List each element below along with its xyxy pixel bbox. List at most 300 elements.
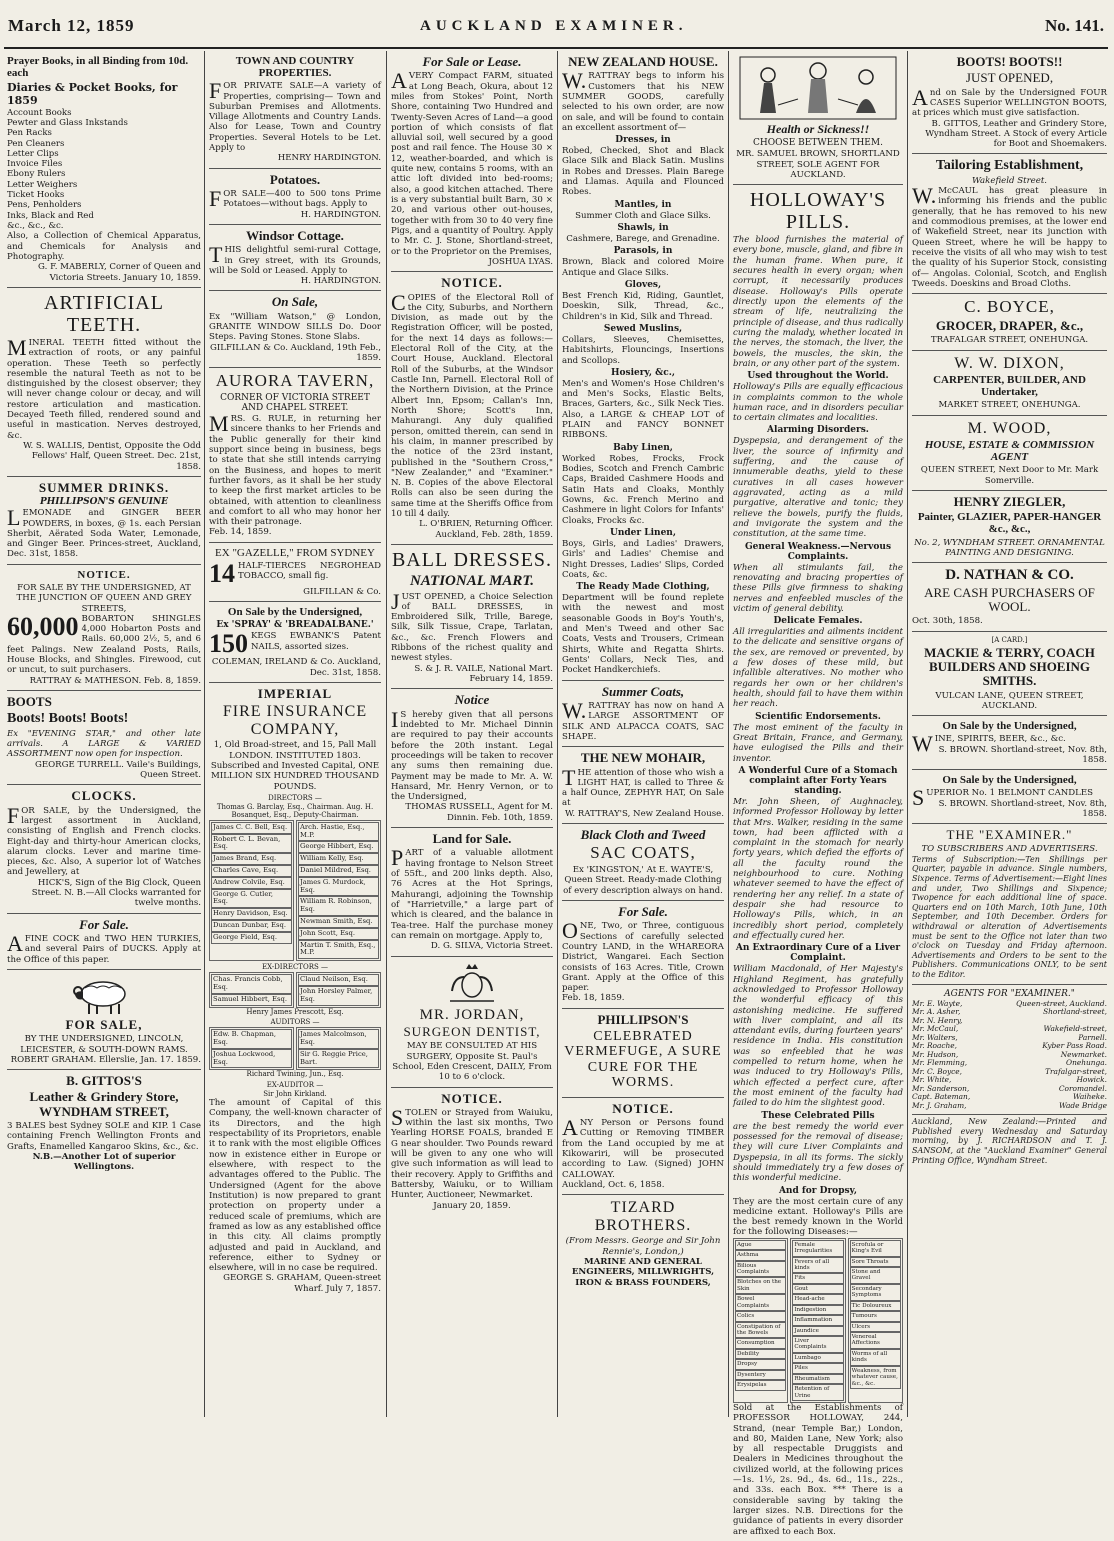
ad-subheading: TO SUBSCRIBERS AND ADVERTISERS. xyxy=(921,844,1098,855)
section-label: Shawls, in xyxy=(617,223,669,234)
agent-location: Kyber Pass Road. xyxy=(1042,1041,1107,1051)
ad-body: MARINE AND GENERAL ENGINEERS, MILLWRIGHTS, IRON & BRASS FOUNDERS, xyxy=(571,1256,715,1288)
list-item: Pewter and Glass Inkstands xyxy=(7,117,128,128)
directors-list xyxy=(209,820,381,962)
section-label: Gloves, xyxy=(624,279,662,290)
ad-heading: On Sale by the Undersigned, xyxy=(942,774,1077,787)
disease: Dropsy xyxy=(735,1359,786,1369)
section-label: Dresses, in xyxy=(615,135,671,146)
ad-electoral-notice xyxy=(391,272,553,545)
section-body: Brown, Black and colored Moire Antique and Glace Silks. xyxy=(562,257,724,278)
issue-date: March 12, 1859 xyxy=(8,16,135,35)
list-item: Diaries & Pocket Books, for 1859 xyxy=(7,81,178,108)
ad-body: VULCAN LANE, QUEEN STREET, AUCKLAND. xyxy=(935,690,1084,711)
disease: Head-ache xyxy=(792,1294,843,1304)
ad-shingles-notice xyxy=(7,565,201,691)
disease: Liver Complaints xyxy=(792,1336,843,1353)
ad-signature: Feb. 18, 1859. xyxy=(562,993,625,1004)
ad-heading: NEW ZEALAND HOUSE. xyxy=(568,54,718,69)
director: James Brand, Esq. xyxy=(211,853,292,865)
ad-heading: SUMMER DRINKS. xyxy=(38,479,170,495)
auditor: Edw. B. Chapman, Esq. xyxy=(211,1029,292,1049)
disease: Worms of all kinds xyxy=(850,1349,901,1366)
issue-number: No. 141. xyxy=(1044,16,1104,35)
printer-imprint: Auckland, New Zealand:—Printed and Published every Wednesday and Saturday morning, by J. RICHARDSON and T. J. SANSOM, at the "Auckland Examiner" General Printing Office, Wyndham Street. xyxy=(912,1117,1107,1165)
ad-body: IS hereby given that all persons indebted to Mr. Michael Dinnin are required to pay their accounts before the 20th instant. Legal proceedings will be taken to recover any sums then remaining due. Payment may be made to Mr. A. W. Hansard, Mr. Henry Vernon, or to the Undersigned, xyxy=(391,706,553,803)
ad-imperial-fire-insurance xyxy=(209,683,381,1298)
disease: Rheumatism xyxy=(792,1374,843,1384)
section-label: Scientific Endorsements. xyxy=(755,711,881,722)
director: Duncan Dunbar, Esq. xyxy=(211,920,292,932)
ad-heading: Black Cloth and Tweed xyxy=(580,827,706,843)
ad-subheading: Ex 'SPRAY' & 'BREADALBANE.' xyxy=(216,620,374,631)
ad-subheading: Painter, GLAZIER, PAPER-HANGER &c., &c., xyxy=(917,511,1102,536)
ad-heading: TOWN AND COUNTRY PROPERTIES. xyxy=(235,55,355,80)
director: Robert C. L. Bevan, Esq. xyxy=(211,834,292,854)
ad-body: And on Sale by the Undersigned FOUR CASES Superior WELLINGTON BOOTS, at prices which must give satisfaction. xyxy=(912,84,1107,119)
ad-body: COPIES of the Electoral Roll of the City, Suburbs, and Northern Division, as made out by the Registration Officer, will be posted, for the next 14 days as follows:— Electoral Roll of the City, at the Court House, Auckland. Electoral Roll of the Suburbs, at the Windsor Castle Inn, Parnell. Electoral Roll of the Northern Division, at the Prince Albert Inn, Epsom; Callan's Inn, North Shore; Scott's Inn, Mahurangi. Any duly qualified person, omitted therein, can send in his claim, in manner prescribed by the notice of the 23rd instant, published in the "Southern Cross," "New Zealander," and "Examiner." N. B. Copies of the above Electoral Rolls can also be seen during the same time at the Sheriffs Office from 10 till 4 daily. xyxy=(391,289,553,520)
ad-signature: L. O'BRIEN, Returning Officer. Auckland, Feb. 28th, 1859. xyxy=(419,519,553,540)
agent-name: Mr. J. Graham, xyxy=(912,1100,967,1110)
director: Martin T. Smith, Esq., M.P. xyxy=(298,940,379,960)
list-item: Pens, Penholders xyxy=(7,200,82,211)
ad-body: STOLEN or Strayed from Waiuku, within the last six months, Two Yearling HORSE FOALS, branded E G near shoulder. Two Pounds reward will be given to any one who will give such information as will lead to their recovery. Apply to Griffiths and Battersby, Waiuku, or to William Hunter, Auctioneer, Newmarket. xyxy=(391,1104,553,1201)
director: George Field, Esq. xyxy=(211,932,292,944)
ad-heading: NOTICE. xyxy=(612,1100,674,1116)
section-label: AUDITORS — xyxy=(270,1018,320,1027)
ad-subheading: Wakefield Street. xyxy=(971,175,1048,186)
ad-heading: NOTICE. xyxy=(441,275,503,291)
ad-m-wood xyxy=(912,416,1107,491)
ad-body: W.RATTRAY begs to inform his Customers that his NEW SUMMER GOODS, carefully selected to his own order, are now on sale, and will be found to contain an excellent assortment of— xyxy=(562,68,724,133)
ad-subheading: CHOOSE BETWEEN THEM. xyxy=(753,138,883,149)
ad-wine-spirits xyxy=(912,716,1107,770)
ad-body: No. 2, WYNDHAM STREET. ORNAMENTAL PAINTING AND DESIGNING. xyxy=(914,537,1105,558)
disease: Ague xyxy=(735,1240,786,1250)
ad-body: FOR SALE BY THE UNDERSIGNED, AT THE JUNCTION OF QUEEN AND GREY STREETS, xyxy=(16,582,192,614)
ad-subheading: Boots! Boots! Boots! xyxy=(7,711,129,727)
disease: Blotches on the Skin xyxy=(735,1277,786,1294)
agent-location: Trafalgar-street, xyxy=(1045,1066,1107,1076)
ad-heading: Summer Coats, xyxy=(601,683,685,699)
ad-signature: HICK'S, Sign of the Big Clock, Queen Street. N. B.—All Clocks warranted for twelve months. xyxy=(31,877,201,909)
ad-mohair-hat xyxy=(562,747,724,824)
ad-new-zealand-house xyxy=(562,51,724,681)
director: Daniel Mildred, Esq. xyxy=(298,865,379,877)
disease: Gout xyxy=(792,1284,843,1294)
ad-body: LEMONADE and GINGER BEER POWDERS, in boxes, @ 1s. each Persian Sherbit, Aërated Soda Water, Lemonade, and Ginger Beer. Princes-street, Auckland, Dec. 31st, 1858. xyxy=(7,505,201,560)
section-label: DIRECTORS — xyxy=(268,793,322,802)
ad-heading: ARTIFICIAL TEETH. xyxy=(44,291,164,336)
section-label: The Ready Made Clothing, xyxy=(576,582,710,593)
section-label: EX-AUDITOR — xyxy=(266,1080,324,1089)
auditor: James Malcolmson, Esq. xyxy=(298,1029,379,1049)
ad-body: HALF-TIERCES NEGROHEAD TOBACCO, small fig. xyxy=(238,560,381,582)
ad-heading: On Sale by the Undersigned, xyxy=(942,720,1077,733)
ad-body: MR. SAMUEL BROWN, SHORTLAND STREET, SOLE AGENT FOR AUCKLAND. xyxy=(736,149,900,180)
disease: Bowel Complaints xyxy=(735,1294,786,1311)
ad-body: MARKET STREET, ONEHUNGA. xyxy=(938,400,1081,411)
ad-town-country-properties xyxy=(209,51,381,169)
ad-signature: JOSHUA LYAS. xyxy=(488,256,553,267)
ad-signature: S. BROWN. Shortland-street, Nov. 8th, 1858. xyxy=(938,744,1107,765)
ad-subheading: CARPENTER, BUILDER, AND Undertaker, xyxy=(933,374,1086,399)
ad-subheading: ARE CASH PURCHASERS OF WOOL. xyxy=(924,584,1095,614)
column-2 xyxy=(206,51,384,1417)
disease: Inflammation xyxy=(792,1315,843,1325)
ad-heading: M. WOOD, xyxy=(967,419,1052,437)
ad-stolen-foals xyxy=(391,1088,553,1215)
ad-body: Also, a Collection of Chemical Apparatus, and Chemicals for Analysis and Photography. xyxy=(7,231,201,262)
agent-name: Mr. E. Wayte, xyxy=(912,998,963,1008)
ad-heading: For Sale or Lease. xyxy=(422,54,522,69)
ad-signature: RATTRAY & MATHESON. Feb. 8, 1859. xyxy=(29,675,201,686)
ad-signature: H. HARDINGTON. xyxy=(300,209,381,220)
ex-director: Claud Neilson, Esq. xyxy=(298,974,379,986)
ad-subheading: PHILLIPSON'S GENUINE xyxy=(40,497,168,508)
ad-body: BY THE UNDERSIGNED, LINCOLN, LEICESTER, & SOUTH-DOWN RAMS. xyxy=(20,1034,188,1055)
ad-body: PART of a valuable allotment having frontage to Nelson Street of 55ft., and 200 links depth. Also, 76 Acres at the Hot Springs, Mahurangi, adjoining the Township of "Harrietville," a large part of which is cleared, and the balance in Tea-tree. Half the purchase money can remain on mortgage. Apply to, xyxy=(391,845,553,941)
ad-body: W.McCAUL has great pleasure in informing his friends and the public generally, that he has removed to his new and commodious premises, at the lower end of Wakefield Street, near its junction with Queen Street, where he will be happy to receive the visits of all who may wish to test the quality of his Superior Stock, consisting of— Angolas. Colonial, Scotch, and English Tweeds. Doeskins and Broad Cloths. xyxy=(912,183,1107,289)
ad-heading: NOTICE. xyxy=(77,568,131,581)
ad-timber-notice xyxy=(562,1098,724,1195)
ad-body: BOBARTON SHINGLES 4,000 Hobarton Posts and Rails. 60,000 2½, 5, and 6 feet Palings. New Zealand Posts, Rails, House Blocks, and Shingles. Firewood, cut or uncut, to suit purchasers. xyxy=(7,613,201,676)
list-item: Ticket Hooks xyxy=(7,190,65,201)
ad-body: QUEEN STREET, Next Door to Mr. Mark Somerville. xyxy=(920,465,1099,486)
ad-holloways-pills xyxy=(733,185,903,1541)
ad-body: WINE, SPIRITS, BEER, &c., &c. xyxy=(912,731,1066,757)
ex-director: Samuel Hibbert, Esq. xyxy=(211,994,292,1006)
ad-d-nathan xyxy=(912,563,1107,631)
list-item: Invoice Files xyxy=(7,159,63,170)
ad-heading: On Sale by the Undersigned, xyxy=(227,606,363,619)
disease: Scrofula or King's Evil xyxy=(850,1240,901,1257)
section-body: The most eminent of the faculty in Great Britain, France, and Germany, have eulogised the Pills and their inventor. xyxy=(733,722,903,764)
agent-name: Mr. N. Henry, xyxy=(912,1015,963,1025)
section-body: Robed, Checked, Shot and Black Glace Silk and Black Satin. Muslins in Robes and Dresses. Plain Barege and Llamas. Aquila and Flounced Robes. xyxy=(562,146,724,198)
column-4 xyxy=(559,51,727,1417)
ad-heading: AGENTS FOR "EXAMINER." xyxy=(944,988,1075,999)
agent-name: Mr. Sanderson, xyxy=(912,1083,970,1093)
section-label: Hosiery, &c., xyxy=(611,367,675,378)
ad-body: AVERY Compact FARM, situated at Long Beach, Okura, about 12 miles from Stokes' Point, North Shore, containing Two Hundred and Twenty-Seven Acres of Land—a good portion of which consists of flat alluvial soil, well secured by a good post and rail fence. The House 30 × 12, weather-boarded, and which is quite new, contains 5 rooms, with an attic loft divided into bed-rooms; also, a good kitchen attached. There is a very substantial built Barn, 30 × 20, and various other out-houses, together with from 30 to 40 very fine Pigs, and a quantity of Poultry. Apply to Mr. C. J. Stone, Shortland-street, or to the Proprietor on the Premises, xyxy=(391,68,553,257)
disease: Stone and Gravel xyxy=(850,1267,901,1284)
ad-body: 3 BALES best Sydney SOLE and KIP. 1 Case containing French Wellington Fronts and Grafts, Enamelled Kangaroo Skins, &c., &c. xyxy=(7,1121,201,1152)
ad-subheading: SURGEON DENTIST, xyxy=(403,1024,541,1039)
ad-body: Ex "William Watson," @ London, GRANITE WINDOW SILLS Do. Door Steps. Paving Stones. Stone Slabs. xyxy=(209,311,381,343)
ad-heading: Land for Sale. xyxy=(432,831,512,847)
ad-heading: Prayer Books, in all Binding from 10d. each xyxy=(7,55,189,80)
section-label: Mantles, in xyxy=(614,199,672,210)
disease: Sore Throats xyxy=(850,1257,901,1267)
ad-nails xyxy=(209,602,381,683)
ad-signature: ROBERT GRAHAM. Ellerslie, Jan. 17. 1859. xyxy=(10,1054,201,1065)
ad-heading: [A CARD.] xyxy=(991,635,1028,644)
ad-heading: Windsor Cottage. xyxy=(246,227,344,243)
ad-body: FOR SALE, by the Undersigned, the largest assortment in Auckland, consisting of English and French clocks. Eight-day and thirty-hour American clocks, alarum clocks. Lever and marine time-pieces, &c. Also, A superior lot of Watches and Jewellery, at xyxy=(7,802,201,878)
column-5 xyxy=(730,51,906,1537)
section-body: They are the most certain cure of any medicine extant. Holloway's Pills are the best remedy known in the World for the following Diseases:— xyxy=(733,1196,903,1238)
agent-name: Mr. A. Asher, xyxy=(912,1007,961,1017)
disease: Indigestion xyxy=(792,1305,843,1315)
disease: Ulcers xyxy=(850,1322,901,1332)
list-item: Ebony Rulers xyxy=(7,169,66,180)
disease: Female Irregularities xyxy=(792,1240,843,1257)
ad-rams xyxy=(7,970,201,1070)
ad-signature: G. F. MABERLY, Corner of Queen and Victoria Streets. January 10, 1859. xyxy=(38,262,201,283)
ad-potatoes xyxy=(209,169,381,225)
list-item: Pen Cleaners xyxy=(7,138,65,149)
ad-mackie-terry xyxy=(912,632,1107,717)
ad-artificial-teeth xyxy=(7,288,201,477)
ad-aurora-tavern xyxy=(209,368,381,542)
ad-heading: NOTICE. xyxy=(441,1090,503,1106)
ad-body: The amount of Capital of this Company, the well-known character of its Directors, and the high respectability of its Proprietors, enable it to rank with the most eligible Offices now in existence either in Europe or elsewhere, with respect to the advantages offered to the Public. The Undersigned (Agent for the above Institution) is now prepared to grant protection on property under a reduced scale of premiums, which are framed as low as any established office in this city. All claims promptly adjusted and paid in Auckland, and reference, either to Sydney or elsewhere, will in no case be required. xyxy=(209,1098,381,1274)
ad-heading: Health or Sickness!! xyxy=(766,122,870,136)
ad-signature: GILFILLAN & Co. xyxy=(303,586,381,597)
ad-body: THIS delightful semi-rural Cottage, in Grey street, with its Grounds, will be Sold or Leased. Apply to xyxy=(209,242,381,276)
disease: Tumours xyxy=(850,1311,901,1321)
ad-signature: H. HARDINGTON. xyxy=(300,276,381,287)
ad-heading: Potatoes. xyxy=(269,171,321,187)
ad-signature: N.B.—Another Lot of superior Wellingtons. xyxy=(32,1151,176,1173)
director: John Scott, Esq. xyxy=(298,928,379,940)
ex-director: Chas. Francis Cobb, Esq. xyxy=(211,974,292,994)
ad-subheading: JUST OPENED, xyxy=(965,70,1054,86)
disease: Retention of Urine xyxy=(792,1384,843,1401)
ad-signature: HENRY HARDINGTON. xyxy=(277,153,381,164)
ad-signature: W. RATTRAY'S, New Zealand House. xyxy=(565,808,724,819)
agent-name: Mr. White, xyxy=(912,1075,952,1085)
column-divider xyxy=(557,51,558,1417)
section-label: Parasols, in xyxy=(613,246,673,257)
section-body: Worked Robes, Frocks, Frock Bodies, Scotch and French Cambric Caps, Braided Cashmere Hoods and Satin Hats and Cloaks, Monthly Gowns, &c. French Merino and Cashmere in light Colors for Infants' Cloaks, Frocks &c. xyxy=(562,453,724,526)
disease: Piles xyxy=(792,1363,843,1373)
ad-heading: TIZARD BROTHERS. xyxy=(594,1199,692,1234)
ad-heading: EX "GAZELLE," FROM SYDNEY xyxy=(215,546,375,559)
column-divider xyxy=(907,51,908,1417)
quantity-figure: 14 xyxy=(209,558,235,588)
disease: Venereal Affections xyxy=(850,1332,901,1349)
director: Henry Davidson, Esq. xyxy=(211,908,292,920)
disease: Debility xyxy=(735,1349,786,1359)
ad-heading: CLOCKS. xyxy=(71,788,137,804)
item-list xyxy=(7,81,201,231)
director: William Kelly, Esq. xyxy=(298,853,379,865)
ad-body: Terms of Subscription:—Ten Shillings per Quarter, payable in advance. Single numbers, Sixpence. Terms of Advertisement:—Eight lines and under, Two Shillings and Sixpence; Twopence for each additional line of space. Quarters end on 10th March, 10th June, 10th September, and 10th December. Orders for withdrawal or alteration of Advertisements must be sent to the Office not later than two o'clock on Tuesday and Friday afternoon. Advertisements and Orders to be sent to the Publishers. Communications ONLY, to be sent to the Editor. xyxy=(912,854,1107,979)
ad-heading: HENRY ZIEGLER, xyxy=(953,494,1066,510)
ad-henry-ziegler xyxy=(912,491,1107,563)
list-item: Account Books xyxy=(7,107,72,118)
ad-sac-coats xyxy=(562,824,724,901)
ad-signature: GEORGE S. GRAHAM, Queen-street Wharf. July 7, 1857. xyxy=(223,1273,381,1294)
ad-subheading: MACKIE & TERRY, COACH BUILDERS AND SHOEING SMITHS. xyxy=(924,644,1095,689)
agent-location: Onehunga. xyxy=(1066,1058,1107,1068)
ad-body: KEGS EWBANK'S Patent NAILS, assorted sizes. xyxy=(251,631,381,652)
ad-heading: THE NEW MOHAIR, xyxy=(580,750,706,766)
ad-body: Oct. 30th, 1858. xyxy=(912,616,983,627)
ex-auditor: Sir John Kirkland. xyxy=(263,1089,327,1098)
disease: Colics xyxy=(735,1311,786,1321)
section-body: Best French Kid, Riding, Gauntlet, Doeskin, Silk, Thread, &c., Children's in Kid, Silk and Thread. xyxy=(562,290,724,322)
agent-name: Mr. Flemming, xyxy=(912,1058,968,1068)
ad-mr-jordan-dentist xyxy=(391,957,553,1088)
disease: Fevers of all kinds xyxy=(792,1257,843,1274)
disease: Consumption xyxy=(735,1338,786,1348)
ad-dinnin-notice xyxy=(391,689,553,828)
ad-heading: Notice xyxy=(454,692,490,708)
illustration-icon xyxy=(738,55,898,121)
ad-body: Ex 'KINGSTON,' At E. WAYTE'S, Queen Street. Ready-made Clothing of every description always on hand. xyxy=(563,865,723,896)
list-item: Inks, Black and Red xyxy=(7,210,94,221)
auditor: Sir G. Reggie Price, Bart. xyxy=(298,1049,379,1069)
ad-body: MINERAL TEETH fitted without the extraction of roots, or any painful operation. These Teeth so perfectly resemble the natural Teeth as not to be distinguished by the closest observer; they will never change colour or decay, and will restore articulation and mastication. Decayed Teeth filled, rendered sound and useful in mastication. Nerves destroyed, &c. xyxy=(7,334,201,441)
ad-signature: B. GITTOS, Leather and Grindery Store, Wyndham Street. A Stock of every Article for Boot and Shoemakers. xyxy=(925,118,1107,150)
ad-subheading: GROCER, DRAPER, &c., xyxy=(935,317,1084,333)
auditors-list xyxy=(209,1027,381,1070)
ram-icon xyxy=(69,974,139,1016)
agent-location: Wakefield-street, xyxy=(1043,1024,1107,1034)
section-body: Holloway's Pills are equally efficacious in complaints common to the whole human race, and in disorders peculiar to certain climates and localities. xyxy=(733,382,903,424)
column-divider xyxy=(386,51,387,1417)
ad-summer-drinks xyxy=(7,477,201,565)
section-body: Mr. John Sheen, of Aughnacley, informed Professor Holloway by letter that Mrs. Walker, residing in the same town, had been afflicted with a complaint in the stomach for nearly forty years, which defied the efforts of all the faculty round the neighbourhood to cure. Nothing whatever seemed to have the effect of rendering her any relief. In a state of despair she had resource to Holloway's Pills, which, in an incredibly short period, completely and effectually cured her. xyxy=(733,796,903,941)
ad-heading: THE "EXAMINER." xyxy=(946,827,1073,843)
diseases-list xyxy=(733,1238,903,1403)
ad-heading: BOOTS xyxy=(7,694,52,710)
column-divider xyxy=(728,51,729,1417)
ad-subheading: CORNER OF VICTORIA STREET AND CHAPEL STREET. xyxy=(220,393,370,414)
ad-gittos-leather xyxy=(7,1070,201,1176)
ad-subheading: Leather & Grindery Store, WYNDHAM STREET, xyxy=(29,1089,179,1119)
column-divider xyxy=(204,51,205,1417)
agent-location: Parnell. xyxy=(1078,1032,1107,1042)
section-body: Cashmere, Barege, and Grenadine. xyxy=(566,234,720,245)
ad-signature: D. G. SILVA, Victoria Street. xyxy=(430,941,553,952)
section-body: Department will be found replete with the newest and most seasonable Goods in Boy's Youth's, and Men's Tweed and other Sac Coats, Vests and Trousers, Crimean Shirts, White and Regatta Shirts. Gents' Collars, Neck Ties, and Pocket Handkerchiefs. xyxy=(562,593,724,676)
section-label: General Weakness.—Nervous Complaints. xyxy=(744,541,892,562)
disease: Jaundice xyxy=(792,1326,843,1336)
director: James C. C. Bell, Esq. xyxy=(211,822,292,834)
section-label: Used throughout the World. xyxy=(747,371,889,382)
column-6 xyxy=(909,51,1110,1417)
agent-location: Waiheke. xyxy=(1072,1092,1107,1102)
section-body: Summer Cloth and Glace Silks. xyxy=(575,210,711,221)
ad-wangarei-land xyxy=(562,901,724,1009)
disease: Asthma xyxy=(735,1250,786,1260)
ad-heading: D. NATHAN & CO. xyxy=(945,567,1074,584)
agent-location: Shortland-street, xyxy=(1043,1007,1107,1017)
ad-land-for-sale xyxy=(391,828,553,956)
section-body: are the best remedy the world ever possessed for the removal of disease; they will cure Liver Complaints and Dyspepsia, in all its forms. The sickly should immediately try a few doses of this wonderful medicine. xyxy=(733,1121,903,1184)
ad-body: AFINE COCK and TWO HEN TURKIES, and several Pairs of DUCKS. Apply at the Office of this paper. xyxy=(7,930,201,965)
ad-tobacco xyxy=(209,543,381,602)
newspaper-title: AUCKLAND EXAMINER. xyxy=(420,18,688,34)
agent-location: Coromandel. xyxy=(1058,1083,1107,1093)
ad-signature: COLEMAN, IRELAND & Co. Auckland, Dec. 31st, 1858. xyxy=(211,657,381,678)
ex-director: Henry James Prescott, Esq. xyxy=(246,1007,344,1016)
ad-body: TRAFALGAR STREET, ONEHUNGA. xyxy=(930,335,1089,346)
section-label: Alarming Disorders. xyxy=(767,425,869,436)
ex-director: John Horsley Palmer, Esq. xyxy=(298,986,379,1006)
list-item: Letter Weighers xyxy=(7,179,78,190)
ad-imprint xyxy=(912,1115,1107,1169)
section-label: A Wonderful Cure of a Stomach complaint after Forty Years standing. xyxy=(738,765,898,796)
ad-subheading: CELEBRATED VERMEFUGE, A SURE CURE FOR THE WORMS. xyxy=(564,1029,722,1091)
section-label: Delicate Females. xyxy=(773,616,863,627)
ad-body: FOR SALE—400 to 500 tons Prime Potatoes—without bags. Apply to xyxy=(209,185,381,211)
ad-clocks xyxy=(7,785,201,913)
ad-heading: B. GITTOS'S xyxy=(66,1073,142,1089)
section-label: EX-DIRECTORS — xyxy=(261,963,329,972)
disease: Weakness, from whatever cause, &c., &c. xyxy=(850,1366,901,1389)
ad-boots-just-opened xyxy=(912,51,1107,154)
ad-heading: For Sale. xyxy=(79,916,129,932)
ad-subheading: FIRE INSURANCE COMPANY, xyxy=(222,703,368,738)
ad-turkeys xyxy=(7,914,201,970)
list-item: &c., &c., &c. xyxy=(7,221,64,231)
ad-stationery xyxy=(7,51,201,288)
quantity-figure: 150 xyxy=(209,629,248,659)
ad-signature: GILFILLAN & Co. Auckland, 19th Feb., 1859. xyxy=(210,342,381,364)
ad-subheading: NATIONAL MART. xyxy=(410,573,534,590)
section-label: Baby Linen, xyxy=(613,442,673,453)
ad-signature: S. BROWN. Shortland-street, Nov. 8th, 1858. xyxy=(938,798,1107,819)
chairmen: Thomas G. Barclay, Esq., Chairman. Aug. H. Bosanquet, Esq., Deputy-Chairman. xyxy=(216,802,374,820)
ad-holloway-header xyxy=(733,51,903,185)
disease: Dysentery xyxy=(735,1370,786,1380)
ad-signature: W. S. WALLIS, Dentist, Opposite the Odd Fellows' Half, Queen Street. Dec. 21st, 1858. xyxy=(23,441,201,472)
ad-body: FOR PRIVATE SALE—A variety of Properties, comprising— Town and Suburban Premises and Allotments. Village Allotments and Country Lands. Also for Lease, Town and Country Properties. Several Hotels to be Let. Apply to xyxy=(209,78,381,154)
disease: Constipation of the Bowels xyxy=(735,1322,786,1339)
list-item: Letter Clips xyxy=(7,148,59,159)
ad-vermefuge xyxy=(562,1009,724,1098)
agent-name: Mr. C. Boyce, xyxy=(912,1066,962,1076)
agent-location: Queen-street, Auckland. xyxy=(1016,998,1107,1008)
agent-location: Wade Bridge xyxy=(1059,1100,1107,1110)
royal-arms-icon xyxy=(444,961,500,1005)
ad-tailoring xyxy=(912,154,1107,294)
ad-body: Sold at the Establishments of PROFESSOR HOLLOWAY, 244, Strand, (near Temple Bar,) London, and 80, Maiden Lane, New York; also by all respectable Druggists and Dealers in Medicines throughout the civilized world, at the following prices—1s. 1½, 2s. 9d., 4s. 6d., 11s., 22s., and 33s. each Box. *** There is a considerable saving by taking the larger sizes. N.B. Directions for the guidance of patients in every disorder are affixed to each Box. xyxy=(733,1402,903,1537)
ad-granite-sills xyxy=(209,291,381,368)
ad-heading: MR. JORDAN, xyxy=(419,1006,525,1023)
ad-c-boyce xyxy=(912,294,1107,350)
section-label: Under Linen, xyxy=(610,527,676,538)
ad-tizard-brothers xyxy=(562,1195,724,1292)
ad-body: MAY BE CONSULTED AT HIS SURGERY, Opposite St. Paul's School, Eden Crescent, DAILY, From 10 to 6 o'clock. xyxy=(392,1041,552,1083)
quantity-figure: 60,000 xyxy=(7,611,79,641)
director: James G. Murdock, Esq. xyxy=(298,877,379,897)
agent-name: Mr. Hudson, xyxy=(912,1049,959,1059)
director: William R. Robinson, Esq. xyxy=(298,896,379,916)
disease: Lumbago xyxy=(792,1353,843,1363)
section-body: Dyspepsia, and derangement of the liver, the source of infirmity and suffering, and the cause of innumerable deaths, yield to these curatives in all cases however aggravated, acting as a mild purgative, alterative and tonic; they relieve the bowels, purify the fluids, and invigorate the system and the constitution, at the same time. xyxy=(733,436,903,540)
disease: Erysipelas xyxy=(735,1380,786,1390)
director: George Hibbert, Esq. xyxy=(298,841,379,853)
agent-location: Newmarket. xyxy=(1060,1049,1107,1059)
ad-heading: PHILLIPSON'S xyxy=(597,1011,689,1027)
director: Andrew Colvile, Esq. xyxy=(211,877,292,889)
ad-w-w-dixon xyxy=(912,351,1107,416)
section-body: Boys, Girls, and Ladies' Drawers, Girls' and Ladies' Chemise and Night Dresses, Ladies' Slips, Corded Coats, &c. xyxy=(562,538,724,580)
ad-windsor-cottage xyxy=(209,225,381,292)
ad-candles xyxy=(912,770,1107,824)
ad-body: Ex "EVENING STAR," and other late arrivals. A LARGE & VARIED ASSORTMENT now open for inspection. xyxy=(7,728,201,760)
director: Newman Smith, Esq. xyxy=(298,916,379,928)
agent-name: Capt. Bateman, xyxy=(912,1092,971,1102)
ad-heading: BALL DRESSES. xyxy=(391,549,553,572)
ad-ball-dresses xyxy=(391,545,553,689)
